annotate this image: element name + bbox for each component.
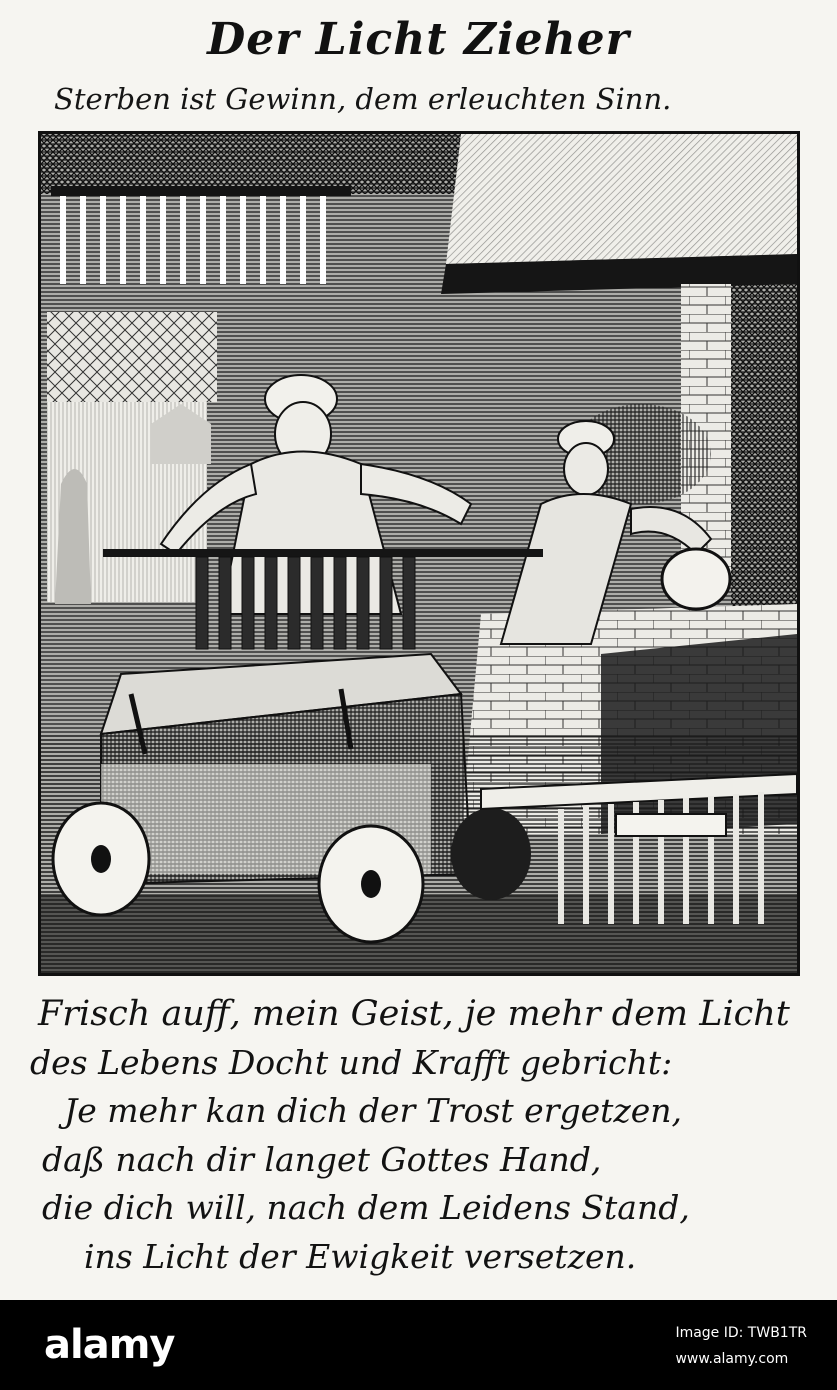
verse-line: Je mehr kan dich der Trost ergetzen, bbox=[64, 1091, 683, 1130]
verse-line: ins Licht der Ewigkeit versetzen. bbox=[84, 1236, 637, 1276]
engraving-illustration bbox=[38, 131, 800, 976]
verse-line: Frisch auff, mein Geist, je mehr dem Licht bbox=[38, 994, 790, 1034]
verse-line: des Lebens Docht und Krafft gebricht: bbox=[30, 1042, 673, 1082]
image-info bbox=[675, 1320, 807, 1372]
site-url: www.alamy.com bbox=[675, 1351, 789, 1367]
image-id: Image ID: TWB1TR bbox=[675, 1325, 807, 1341]
stock-watermark-bar bbox=[0, 1300, 837, 1390]
candlemaker-workshop-illustration bbox=[41, 134, 797, 973]
alamy-logo: alamy bbox=[44, 1322, 175, 1368]
engraving-motto: Sterben ist Gewinn, dem erleuchten Sinn. bbox=[54, 82, 672, 116]
engraving-title: Der Licht Zieher bbox=[207, 14, 630, 65]
verse-line: die dich will, nach dem Leidens Stand, bbox=[42, 1188, 690, 1227]
verse-line: daß nach dir langet Gottes Hand, bbox=[42, 1139, 602, 1179]
engraving-verse bbox=[30, 990, 820, 1281]
